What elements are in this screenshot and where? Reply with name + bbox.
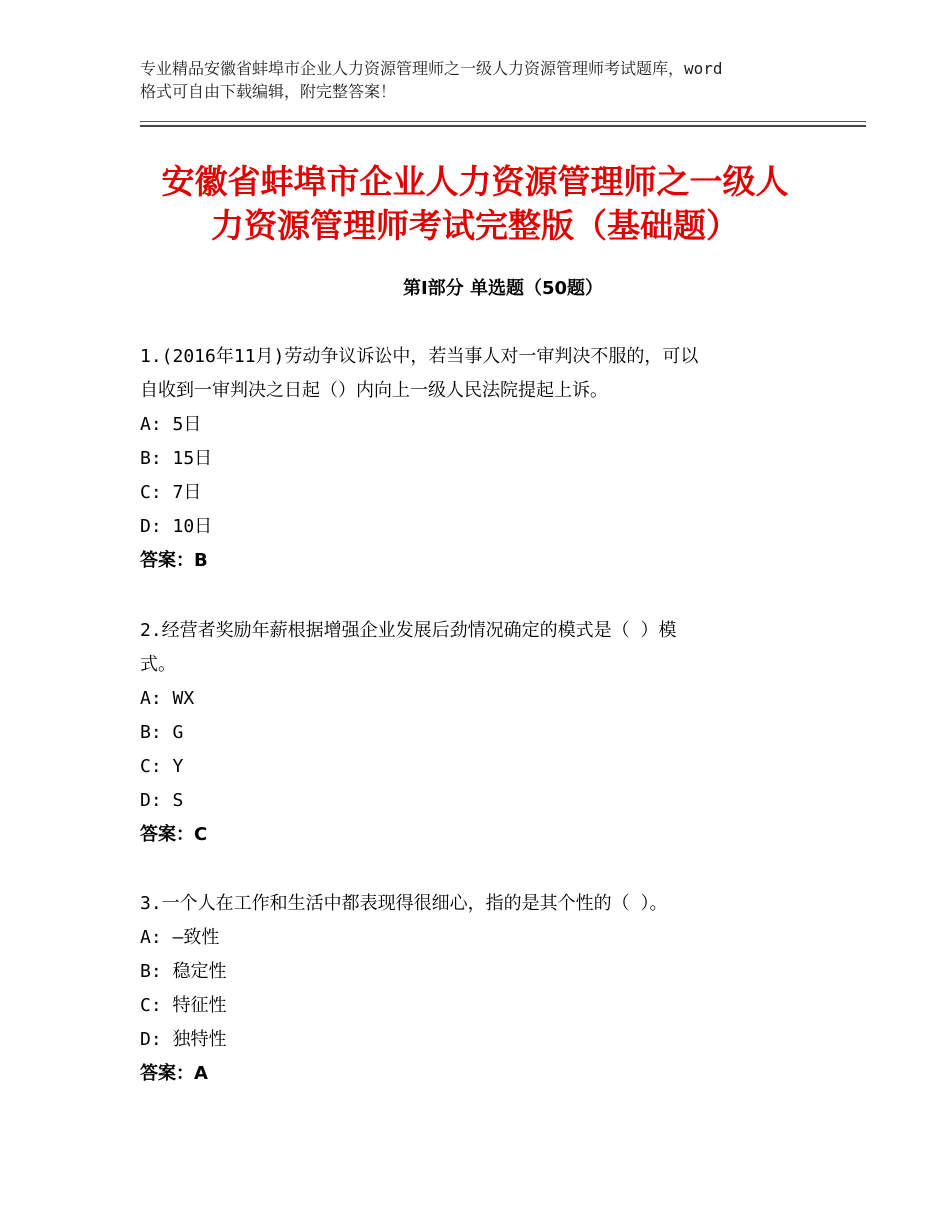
option-d: D: 独特性	[140, 1029, 227, 1050]
question-1	[140, 340, 820, 578]
question-2	[140, 614, 820, 852]
document-title	[120, 160, 830, 248]
option-c: C: 特征性	[140, 995, 227, 1016]
option-d: D: S	[140, 790, 184, 811]
answer: 答案：B	[140, 550, 208, 571]
option-a: A: WX	[140, 688, 195, 709]
option-b: B: 稳定性	[140, 961, 227, 982]
question-stem-line: 1.(2016年11月)劳动争议诉讼中，若当事人对一审判决不服的，可以	[140, 346, 699, 367]
header-line-2: 格式可自由下载编辑，附完整答案！	[140, 82, 397, 101]
header-divider-thick	[140, 125, 866, 127]
question-stem-line: 3.一个人在工作和生活中都表现得很细心，指的是其个性的（ ）。	[140, 893, 668, 914]
question-stem-line: 2.经营者奖励年薪根据增强企业发展后劲情况确定的模式是（ ）模	[140, 620, 677, 641]
title-line-2: 力资源管理师考试完整版（基础题）	[211, 206, 739, 245]
question-3	[140, 887, 820, 1091]
option-c: C: Y	[140, 756, 184, 777]
document-header	[140, 57, 830, 103]
header-line-1: 专业精品安徽省蚌埠市企业人力资源管理师之一级人力资源管理师考试题库，word	[140, 59, 723, 78]
option-a: A: 5日	[140, 414, 202, 435]
option-c: C: 7日	[140, 482, 202, 503]
option-b: B: 15日	[140, 448, 213, 469]
question-stem-line: 式。	[140, 654, 176, 675]
answer: 答案：C	[140, 824, 208, 845]
answer: 答案：A	[140, 1063, 208, 1084]
section-heading: 第Ⅰ部分 单选题（50题）	[402, 278, 603, 299]
question-stem-line: 自收到一审判决之日起（）内向上一级人民法院提起上诉。	[140, 380, 608, 401]
option-a: A: —致性	[140, 927, 220, 948]
option-d: D: 10日	[140, 516, 213, 537]
title-line-1: 安徽省蚌埠市企业人力资源管理师之一级人	[161, 162, 789, 201]
option-b: B: G	[140, 722, 184, 743]
header-divider-thin	[140, 121, 866, 122]
